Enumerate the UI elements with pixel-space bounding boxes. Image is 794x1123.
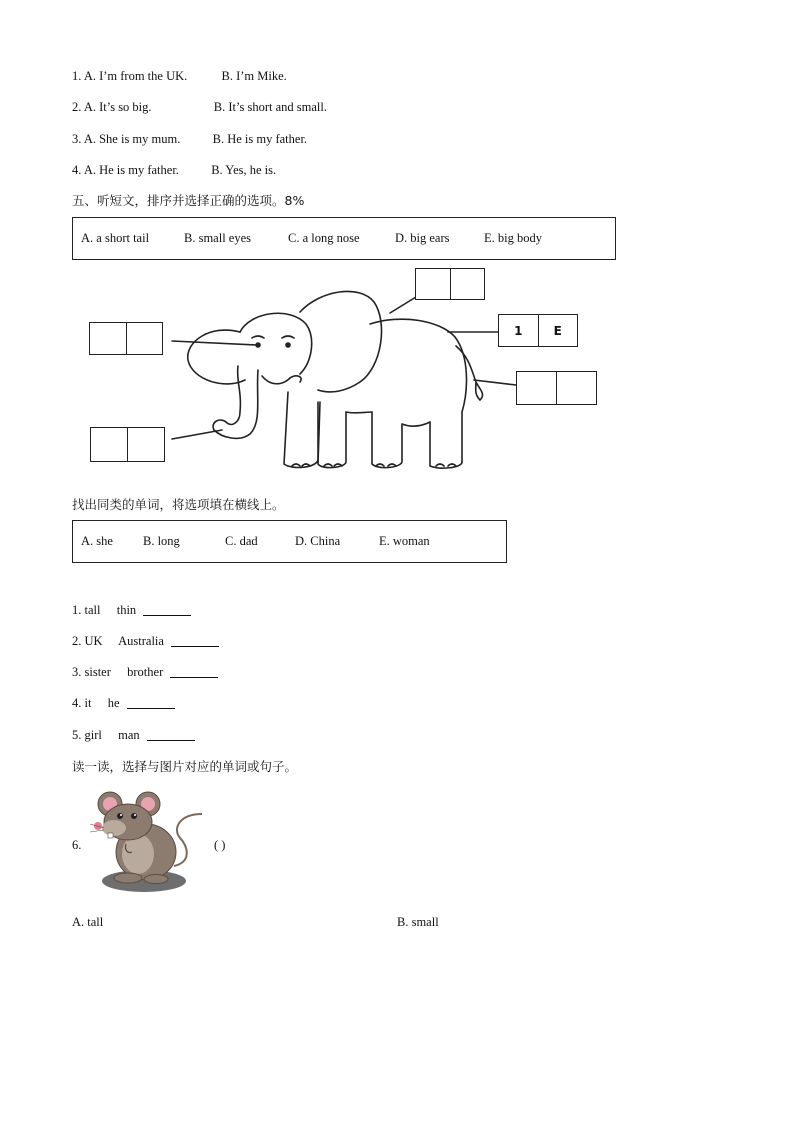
- answer-blank[interactable]: [143, 603, 191, 616]
- option-a: A. She is my mum.: [83, 132, 181, 146]
- question-6-option-b[interactable]: B. small: [397, 915, 439, 929]
- option-b: B. He is my father.: [212, 132, 308, 146]
- word-2: he: [107, 696, 120, 710]
- answer-parentheses[interactable]: ( ): [214, 838, 226, 852]
- group-item-4: [72, 695, 175, 711]
- group-item-1: [72, 602, 191, 618]
- elephant-illustration: [0, 262, 794, 522]
- word-2: Australia: [118, 634, 164, 648]
- section-5-heading: 五、听短文，排序并选择正确的选项。8%: [72, 193, 305, 208]
- item-number: 2.: [72, 100, 82, 114]
- option-cell[interactable]: [556, 372, 596, 404]
- option-cell[interactable]: [450, 269, 485, 299]
- group-item-5: [72, 727, 195, 743]
- option-b: B. It’s short and small.: [213, 100, 327, 114]
- option-cell[interactable]: [127, 428, 164, 461]
- word-1: sister: [84, 665, 111, 679]
- read-section-heading: 读一读，选择与图片对应的单词或句子。: [72, 759, 298, 774]
- order-cell: 1: [514, 323, 523, 338]
- answer-box-eyes[interactable]: [89, 322, 163, 355]
- option-a: A. It’s so big.: [83, 100, 152, 114]
- option-c: C. a long nose: [288, 231, 360, 245]
- listening-item-1: [72, 68, 287, 84]
- answer-box-ears[interactable]: [415, 268, 485, 300]
- word-2: man: [118, 728, 140, 742]
- order-cell[interactable]: [416, 269, 450, 299]
- option-b: B. small eyes: [184, 231, 252, 245]
- word-1: girl: [84, 728, 102, 742]
- order-cell[interactable]: [517, 372, 556, 404]
- option-b: B. Yes, he is.: [211, 163, 277, 177]
- question-6-option-a[interactable]: A. tall: [72, 915, 104, 929]
- option-e: E. big body: [484, 231, 542, 245]
- question-6-number: 6.: [72, 838, 82, 852]
- item-number: 5.: [72, 728, 82, 742]
- answer-blank[interactable]: [147, 728, 195, 741]
- word-1: it: [84, 696, 92, 710]
- word-2: thin: [116, 603, 137, 617]
- option-e: E. woman: [379, 534, 430, 548]
- answer-box-body-example: [498, 314, 578, 347]
- mouse-illustration: [84, 788, 214, 898]
- option-b: B. long: [143, 534, 180, 548]
- option-cell: E: [538, 315, 578, 346]
- group-section-heading: 找出同类的单词，将选项填在横线上。: [72, 497, 285, 512]
- listening-item-4: [72, 162, 276, 178]
- answer-blank[interactable]: [170, 665, 218, 678]
- group-options-box: [72, 520, 507, 563]
- option-a: A. she: [81, 534, 113, 548]
- item-number: 1.: [72, 603, 82, 617]
- group-item-2: [72, 633, 219, 649]
- group-item-3: [72, 664, 218, 680]
- word-1: UK: [84, 634, 103, 648]
- option-a: A. a short tail: [81, 231, 150, 245]
- word-1: tall: [84, 603, 101, 617]
- answer-box-nose[interactable]: [90, 427, 165, 462]
- item-number: 2.: [72, 634, 82, 648]
- word-2: brother: [127, 665, 164, 679]
- option-d: D. China: [295, 534, 341, 548]
- item-number: 3.: [72, 132, 82, 146]
- answer-blank[interactable]: [127, 696, 175, 709]
- item-number: 4.: [72, 163, 82, 177]
- option-b: B. I’m Mike.: [221, 69, 287, 83]
- item-number: 4.: [72, 696, 82, 710]
- option-cell[interactable]: [126, 323, 163, 354]
- listening-item-3: [72, 131, 307, 147]
- listening-item-2: [72, 99, 327, 115]
- item-number: 1.: [72, 69, 82, 83]
- option-d: D. big ears: [395, 231, 450, 245]
- order-cell[interactable]: [90, 323, 126, 354]
- option-c: C. dad: [225, 534, 258, 548]
- option-a: A. I’m from the UK.: [83, 69, 188, 83]
- item-number: 3.: [72, 665, 82, 679]
- order-cell[interactable]: [91, 428, 127, 461]
- answer-blank[interactable]: [171, 634, 219, 647]
- answer-box-tail[interactable]: [516, 371, 597, 405]
- option-a: A. He is my father.: [83, 163, 179, 177]
- section-5-options-box: [72, 217, 616, 260]
